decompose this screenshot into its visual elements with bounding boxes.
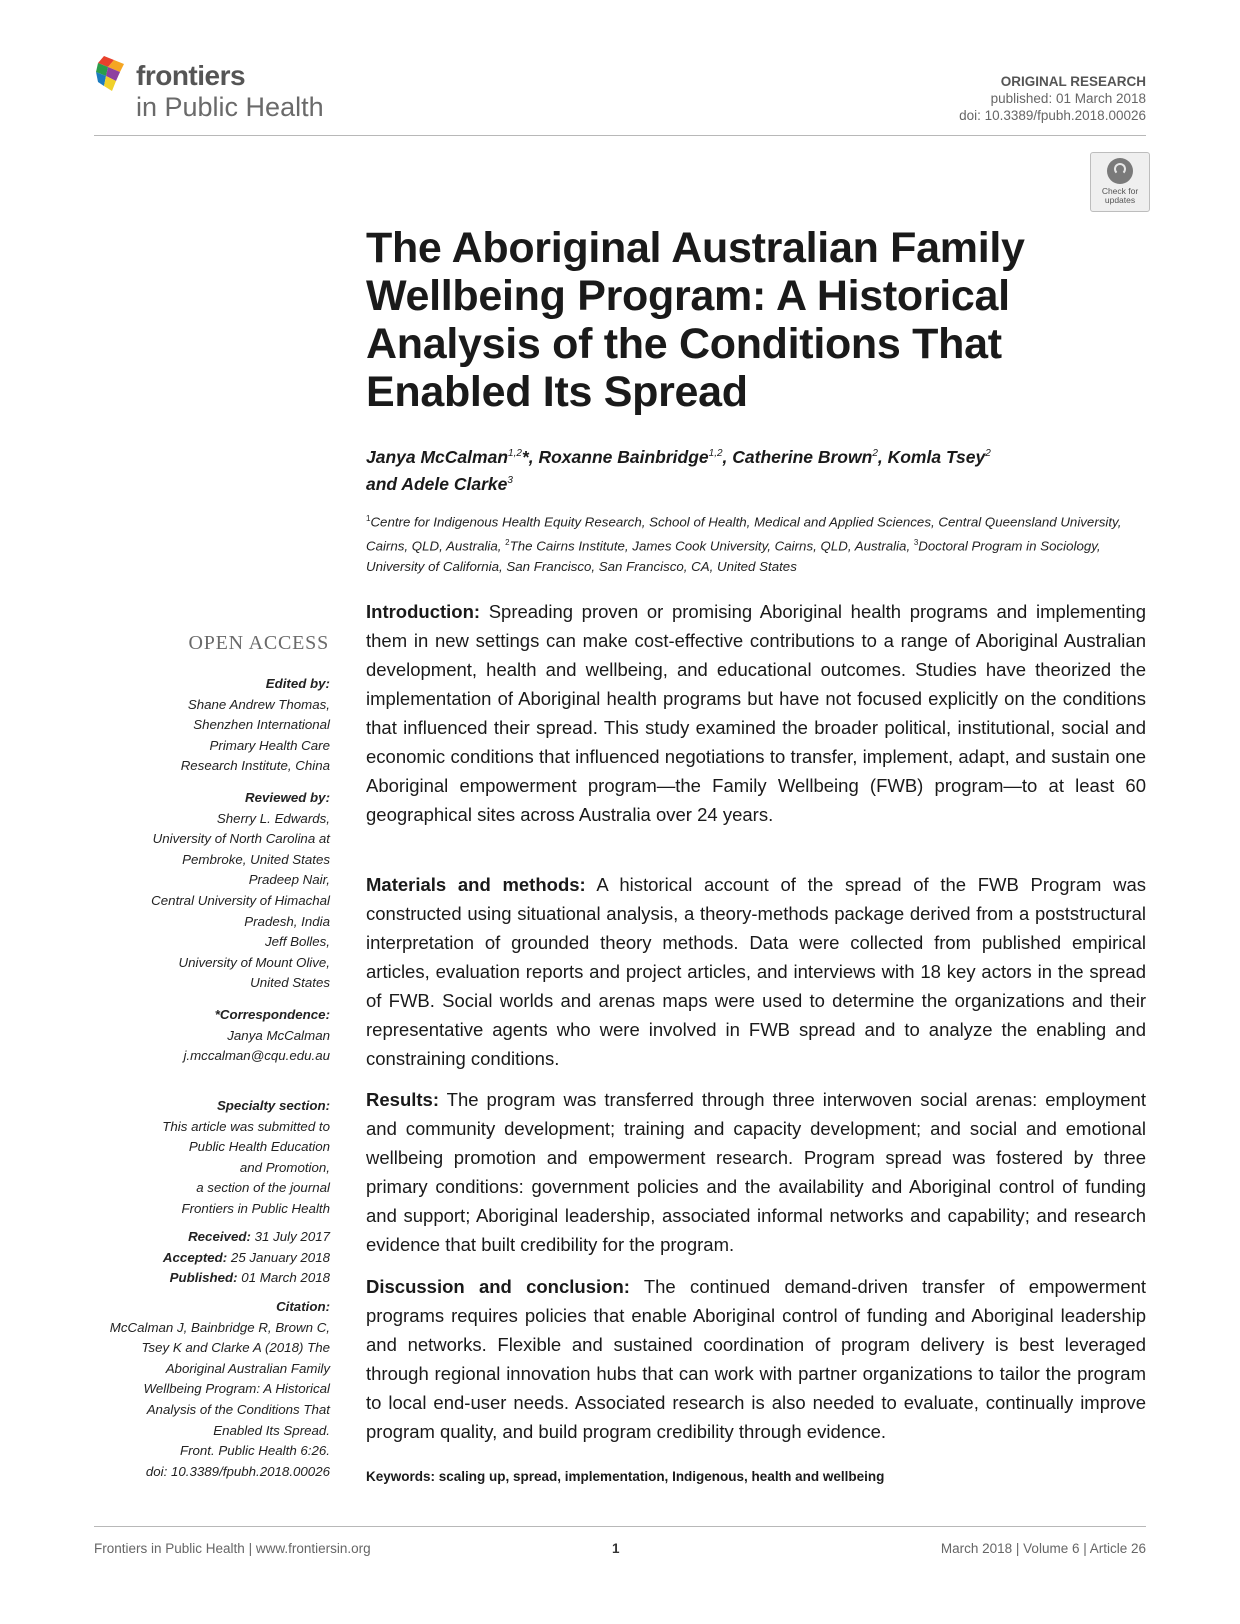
frontiers-logo-icon	[94, 54, 132, 94]
footer-volume: March 2018 | Volume 6 | Article 26	[940, 1541, 1146, 1556]
check-updates-label: Check for updates	[1101, 186, 1139, 205]
dates-block	[84, 1227, 330, 1289]
author-affil-sup: 3	[507, 474, 513, 486]
correspondence-block	[84, 1005, 330, 1067]
author-affil-sup: 1,2	[508, 448, 522, 459]
affil-sup: 1	[366, 514, 371, 523]
affiliation-text: Centre for Indigenous Health Equity Research, School of Health, Medical and Applied Sciences, Central Queensland University, Cairns, QLD, Australia,	[366, 514, 1122, 554]
author-name[interactable]: Catherine Brown	[732, 446, 873, 467]
author-separator: ,	[877, 446, 888, 467]
abstract-text: Spreading proven or promising Aboriginal health programs and implementing them in new settings can make cost-effective contributions to a range of Aboriginal Australian development, health and wellbeing, and educational outcomes. Studies have theorized the implementation of Aboriginal health programs but have not focused explicitly on the conditions that influenced their spread. This study examined the broader political, institutional, social and economic conditions that influenced negotiations to transfer, implement, adapt, and sustain one Aboriginal empowerment program—the Family Wellbeing (FWB) program—to at least 60 geographical sites across Australia over 24 years.	[366, 601, 1146, 825]
article-type: ORIGINAL RESEARCH	[1000, 74, 1146, 89]
author-affil-sup: 1,2	[708, 448, 723, 459]
abstract-heading: Results:	[366, 1089, 439, 1110]
specialty-line: This article was submitted to	[162, 1118, 330, 1134]
correspondence-label: *Correspondence:	[214, 1007, 330, 1022]
reviewer-line: Pembroke, United States	[182, 851, 330, 867]
footer-journal[interactable]: Frontiers in Public Health | www.frontiersin.org	[94, 1541, 371, 1556]
abstract-introduction	[366, 597, 1146, 829]
affiliation-text: The Cairns Institute, James Cook University, Cairns, QLD, Australia,	[509, 538, 914, 554]
reviewer-line: Central University of Himachal	[151, 892, 330, 908]
open-access-label: OPEN ACCESS	[188, 632, 329, 654]
abstract-heading: Introduction:	[366, 601, 481, 622]
accepted-date: 25 January 2018	[230, 1249, 330, 1265]
author-name[interactable]: and Adele Clarke	[366, 473, 508, 494]
reviewer-line: Pradeep Nair,	[248, 872, 330, 888]
page-number: 1	[612, 1541, 620, 1556]
correspondence-name: Janya McCalman	[227, 1027, 330, 1043]
reviewed-by-label: Reviewed by:	[245, 790, 330, 805]
citation-label: Citation:	[276, 1299, 330, 1314]
published-label: Published:	[169, 1270, 238, 1286]
specialty-line: and Promotion,	[239, 1159, 330, 1175]
author-separator: *,	[521, 446, 539, 467]
citation-line: McCalman J, Bainbridge R, Brown C,	[109, 1319, 330, 1335]
article-title: The Aboriginal Australian Family Wellbeing Program: A Historical Analysis of the Conditions That Enabled Its Spread	[366, 224, 1025, 416]
received-label: Received:	[188, 1229, 251, 1244]
correspondence-email[interactable]: j.mccalman@cqu.edu.au	[183, 1048, 330, 1064]
reviewer-line: University of North Carolina at	[152, 831, 330, 847]
received-date: 31 July 2017	[254, 1229, 330, 1244]
editor-line: Shane Andrew Thomas,	[187, 696, 330, 712]
footer-divider	[94, 1526, 1146, 1527]
reviewer-line: University of Mount Olive,	[178, 954, 330, 970]
editor-line: Research Institute, China	[180, 758, 330, 774]
citation-line: Analysis of the Conditions That	[146, 1401, 330, 1417]
reviewer-line: Sherry L. Edwards,	[216, 810, 330, 826]
published-date-side: 01 March 2018	[241, 1270, 330, 1286]
abstract-text: The continued demand-driven transfer of empowerment programs requires policies that enable Aboriginal control of funding and Aboriginal leadership and networks. Flexible and sustained coordination of program delivery is best leveraged through regional innovation hubs that can work with partner organizations to tailor the program to local end-user needs. Associated research is also needed to evaluate, continually improve program quality, and build program credibility through evidence.	[366, 1276, 1146, 1442]
author-name[interactable]: Janya McCalman	[366, 446, 509, 467]
author-affil-sup: 2	[985, 448, 991, 459]
reviewer-line: Jeff Bolles,	[264, 934, 330, 950]
abstract-text: The program was transferred through three interwoven social arenas: employment and community development; training and capacity development; and social and emotional wellbeing promotion and empowerment research. Program spread was fostered by three primary conditions: government policies and the availability and Aboriginal control of funding and support; Aboriginal leadership, associated informal networks and capability; and research evidence that built credibility for the program.	[366, 1089, 1146, 1255]
logo-journal-name: in Public Health	[136, 92, 324, 122]
specialty-line: a section of the journal	[196, 1180, 330, 1196]
reviewer-line: United States	[250, 975, 330, 991]
abstract-methods	[366, 870, 1146, 1073]
citation-line: Aboriginal Australian Family	[165, 1360, 330, 1376]
affil-sup: 3	[913, 537, 919, 547]
article-meta	[959, 73, 1146, 124]
published-date: published: 01 March 2018	[990, 91, 1146, 106]
abstract-results	[366, 1085, 1146, 1259]
journal-logo[interactable]	[94, 52, 354, 122]
logo-wordmark: frontiers	[136, 60, 246, 91]
specialty-label: Specialty section:	[216, 1098, 330, 1113]
check-for-updates-button[interactable]	[1090, 152, 1150, 212]
citation-line: Enabled Its Spread.	[213, 1422, 330, 1438]
specialty-line: Frontiers in Public Health	[181, 1200, 330, 1216]
affiliations	[366, 509, 1146, 577]
header-divider	[94, 135, 1146, 136]
citation-doi[interactable]: doi: 10.3389/fpubh.2018.00026	[145, 1463, 330, 1479]
reviewer-line: Pradesh, India	[244, 913, 330, 929]
update-icon	[1107, 158, 1133, 184]
author-separator: ,	[722, 446, 733, 467]
citation-line: Front. Public Health 6:26.	[179, 1443, 330, 1459]
abstract-heading: Materials and methods:	[366, 874, 586, 895]
abstract-discussion	[366, 1272, 1146, 1446]
editor-line: Primary Health Care	[209, 737, 330, 753]
citation-block	[84, 1297, 330, 1482]
author-name[interactable]: Roxanne Bainbridge	[538, 446, 709, 467]
specialty-section-block	[84, 1096, 330, 1220]
keywords: Keywords: scaling up, spread, implementation, Indigenous, health and wellbeing	[366, 1469, 885, 1484]
author-list	[366, 442, 1126, 496]
reviewed-by-block	[84, 788, 330, 994]
abstract-text: A historical account of the spread of the FWB Program was constructed using situational analysis, a theory-methods package derived from a poststructural interpretation of grounded theory methods. Data were collected from published empirical articles, evaluation reports and project articles, and interviews with 18 key actors in the spread of FWB. Social worlds and arenas maps were used to determine the organizations and their representative agents who were involved in FWB spread and to analyze the enabling and constraining conditions.	[366, 874, 1146, 1069]
specialty-line: Public Health Education	[188, 1139, 330, 1155]
affil-sup: 2	[505, 537, 510, 547]
citation-line: Wellbeing Program: A Historical	[143, 1381, 330, 1397]
edited-by-label: Edited by:	[265, 676, 330, 691]
citation-line: Tsey K and Clarke A (2018) The	[141, 1340, 330, 1356]
affiliation-text: Doctoral Program in Sociology, University of California, San Francisco, San Francisco, CA, United States	[366, 538, 1101, 574]
author-affil-sup: 2	[872, 448, 878, 459]
edited-by-block	[84, 674, 330, 777]
abstract-heading: Discussion and conclusion:	[366, 1276, 630, 1297]
editor-line: Shenzhen International	[193, 717, 330, 733]
article-doi[interactable]: doi: 10.3389/fpubh.2018.00026	[959, 108, 1146, 123]
accepted-label: Accepted:	[162, 1249, 228, 1265]
author-name[interactable]: Komla Tsey	[887, 446, 986, 467]
